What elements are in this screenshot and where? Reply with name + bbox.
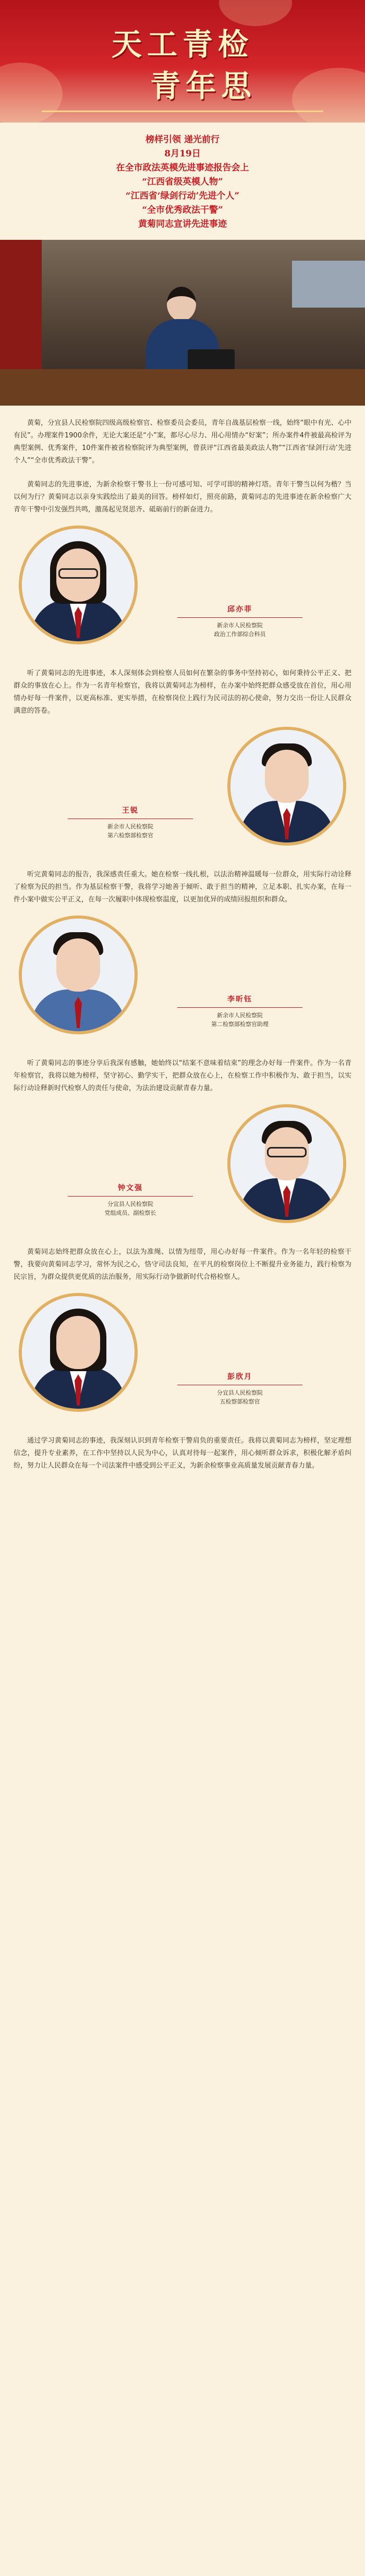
intro-line: 榜样引领 递光前行 <box>145 135 220 145</box>
profile-name: 彭欣月 <box>227 1373 252 1381</box>
profile-name: 李昕钰 <box>227 995 252 1004</box>
profile-caption <box>172 994 308 1029</box>
banner-divider <box>42 111 323 112</box>
profile-caption <box>172 1371 308 1406</box>
banner-title-line2: 青年思 <box>150 68 257 104</box>
screen-decoration <box>292 261 365 308</box>
paragraph-summary: 黄菊同志的先进事迹，为新余检察干警书上一份可感可知、可学可即的精神灯塔。青年干警当以何为楷？当以何为行？黄菊同志以亲身实践绘出了最美的回答。榜样如灯，照亮前路，黄菊同志的先进事迹在新余检察广大青年干警中引发强烈共鸣，激荡起见贤思齐、砥砺前行的新奋进力。 <box>14 481 351 514</box>
podium-desk <box>0 369 365 406</box>
profile-caption <box>63 805 198 840</box>
portrait-avatar <box>227 727 346 846</box>
reflection-paragraph: 通过学习黄菊同志的事迹，我深刻认识到青年检察干警肩负的重要责任。我将以黄菊同志为榜样，坚定理想信念，提升专业素养，在工作中坚持以人民为中心，认真对待每一起案件，用心倾听群众诉求，积极化解矛盾纠纷，努力让人民群众在每一个司法案件中感受到公平正义，为新余检察事业高质量发展贡献青春力量。 <box>14 1437 351 1470</box>
paragraph-intro: 黄菊，分宜县人民检察院四级高级检察官、检察委员会委员，青年自战基层检察一线，始终“眼中有光、心中有民”。办理案件1900余件，无论大案还是“小”案，都尽心尽力、用心用情办“好案”；所办案件4件被最高检评为典型案例、优秀案件，10件案件被省检察院评为典型案例，曾获评“江西省最美政法人物”“江西省‘绿剑行动’先进个人”“全市优秀政法干警”。 <box>14 419 351 465</box>
header-banner <box>0 0 365 123</box>
speaker-photo <box>0 240 365 406</box>
profile-name: 钟文强 <box>118 1184 143 1192</box>
profile-card <box>0 1104 365 1235</box>
portrait-avatar <box>19 526 138 644</box>
profile-role: 五检察部检察官 <box>220 1398 260 1405</box>
profile-card <box>0 727 365 857</box>
profile-card <box>0 526 365 656</box>
profile-org: 新余市人民检察院 <box>107 823 153 830</box>
intro-line: “江西省级英模人物” <box>142 177 223 187</box>
intro-line: “全市优秀政法干警” <box>142 205 223 215</box>
reflection-paragraph: 听了黄菊同志的事迹分享后我深有感触，她始终以“结案不意味着结束”的理念办好每一件案件。作为一名青年检察官，我将以她为榜样，坚守初心、勤学实干，把群众放在心上，在检察工作中积极作为、敢于担当，以实际行动诠释新时代检察人的责任与使命，为法治建设贡献青春力量。 <box>14 1059 351 1092</box>
intro-line: 黄菊同志宣讲先进事迹 <box>138 219 227 229</box>
reflection-paragraph: 黄菊同志始终把群众放在心上，以法为准绳、以情为纽带，用心办好每一件案件。作为一名年轻的检察干警，我要向黄菊同志学习，常怀为民之心，恪守司法良知，在平凡的检察岗位上不断提升业务能力，践行检察为民宗旨，为群众提供更优质的法治服务，用实际行动争做新时代合格检察人。 <box>14 1248 351 1281</box>
reflection-paragraph: 听完黄菊同志的报告，我深感责任重大。她在检察一线扎根，以法治精神温暖每一位群众，用实际行动诠释了检察为民的担当。作为基层检察干警，我将学习她善于倾听、敢于担当的精神，立足本职、扎实办案，在每一件小案中做实公平正义，在每一次履职中体现检察温度，以更加优异的成绩回报组织和群众。 <box>14 871 351 904</box>
profile-role: 党组成员、副检察长 <box>104 1210 156 1216</box>
profile-name: 王锐 <box>122 807 139 815</box>
banner-title-line1: 天工青检 <box>111 27 253 62</box>
profile-name: 邱亦菲 <box>227 605 252 614</box>
profile-role: 政治工作部综合科员 <box>214 631 266 638</box>
intro-line: 在全市政法英模先进事迹报告会上 <box>116 163 249 173</box>
reflection-paragraph: 听了黄菊同志的先进事迹，本人深刻体会到检察人员如何在繁杂的事务中坚持初心，如何秉持公平正义、把群众的事放在心上。作为一名青年检察官，我将以黄菊同志为榜样，在办案中始终把群众感受放在首位，用心用情办好每一件案件，以更高标准、更实举措，在检察岗位上践行为民司法的初心使命，努力交出一份让人民群众满意的答卷。 <box>14 669 351 715</box>
intro-headings <box>0 123 365 231</box>
intro-line: 8月19日 <box>164 149 201 159</box>
intro-line: “江西省‘绿剑行动’先进个人” <box>125 191 240 201</box>
portrait-avatar <box>19 1293 138 1412</box>
profile-org: 新余市人民检察院 <box>217 1012 263 1019</box>
profile-card <box>0 1293 365 1423</box>
profile-org: 新余市人民检察院 <box>217 622 263 629</box>
profile-card <box>0 915 365 1046</box>
profile-org: 分宜县人民检察院 <box>107 1201 153 1207</box>
profile-role: 第二检察部检察官助理 <box>211 1021 269 1028</box>
profile-caption <box>63 1182 198 1217</box>
profile-caption <box>172 604 308 639</box>
profile-org: 分宜县人民检察院 <box>217 1389 263 1396</box>
profile-role: 第六检察部检察官 <box>107 832 153 839</box>
portrait-avatar <box>227 1104 346 1223</box>
portrait-avatar <box>19 915 138 1034</box>
